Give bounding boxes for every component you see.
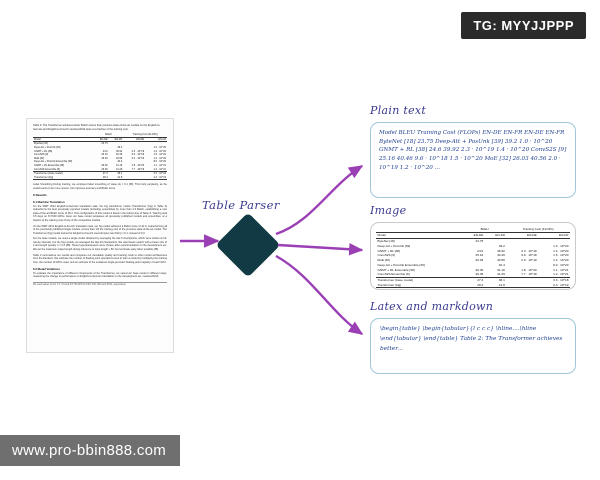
table-cell: 40.56: [115, 156, 123, 160]
table-cell: 25.16: [475, 253, 484, 258]
table-cell: Transformer (base model): [377, 278, 414, 283]
table-cell: 2.3 · 10^19: [538, 283, 570, 288]
table-cell: 27.3: [477, 278, 484, 283]
paper-label-smoothing-paragraph: Label Smoothing During training, we employed label smoothing of value εls = 0.1 [36]. This hurts perplexity, as the model learns to be more unsure, but improves accuracy and BLEU score.: [33, 183, 167, 190]
table-cell: MoE [32]: [377, 258, 390, 263]
table-cell: 2.3 · 10^19: [145, 176, 167, 180]
table-cell: 1.0 · 10^20: [153, 146, 166, 150]
table-cell: [123, 176, 145, 180]
table-cell: 40.4: [498, 262, 505, 267]
table-cell: 41.29: [109, 167, 124, 171]
table-cell: 7.7 · 10^19: [123, 167, 145, 171]
table-cell: [506, 283, 538, 288]
arrow-to-latex: [276, 256, 362, 334]
telegram-badge: TG: MYYJJPPP: [461, 12, 586, 39]
table-cell: 8.0 · 10^20: [153, 160, 166, 164]
table-cell: Deep-Att + PosUnk [39]: [377, 243, 411, 248]
paper-subsection-machine-translation: 6.1 Machine Translation: [33, 199, 65, 204]
table-cell: 40.4: [117, 160, 123, 164]
table-column-header: EN-DE: [94, 137, 109, 142]
table-cell: 2.0 · 10^19: [521, 258, 537, 263]
table-cell: 38.1: [117, 172, 123, 176]
table-cell: 1.2 · 10^21: [145, 167, 167, 171]
table-cell: 26.36: [463, 272, 485, 277]
table-row: [33, 176, 167, 180]
table-cell: 9.6 · 10^18: [131, 153, 145, 157]
table-cell: 26.03: [101, 156, 108, 160]
table-cell: ByteNet [18]: [33, 142, 94, 146]
output-image-table: [376, 227, 570, 288]
table-cell: 23.75: [94, 142, 109, 146]
table-cell: Deep-Att + PosUnk Ensemble [39]: [377, 262, 425, 267]
table-cell: ConvS2S Ensemble [9]: [376, 272, 463, 277]
paper-paragraph-4: Table 2 summarizes our results and compares our translation quality and training costs to other model architectures from the literature. We estimate the number of floating point operations used to train a model by multiplying the training time, the number of GPUs used, and an estimate of the sustained single-precision floating-point capacity of each GPU.: [33, 253, 167, 264]
table-cell: 8.0 · 10^20: [553, 262, 569, 267]
table-cell: 26.30: [475, 267, 484, 272]
table-cell: 23.75: [463, 238, 485, 243]
table-cell: 1.8 · 10^20: [521, 267, 537, 272]
table-cell: 41.8: [485, 283, 507, 288]
table-cell: 3.3 · 10^18: [153, 172, 166, 176]
paper-results-heading: 6 Results: [33, 193, 47, 198]
arrow-to-image: [278, 245, 362, 250]
table-cell: 26.30: [101, 164, 108, 168]
table-group-header: BLEU: [480, 227, 489, 232]
table-cell: 27.3: [102, 172, 108, 176]
table-cell: 1.2 · 10^20: [553, 258, 569, 263]
table-cell: 39.2: [117, 146, 123, 150]
table-cell: 41.8: [109, 176, 124, 180]
parser-label: Table Parser: [202, 198, 280, 212]
table-cell: Deep-Att + PosUnk Ensemble [39]: [34, 160, 73, 164]
table-cell: Transformer (big): [33, 176, 94, 180]
table-cell: ConvS2S [9]: [377, 253, 395, 258]
table-cell: GNMT + RL [38]: [34, 149, 53, 153]
table-cell: 1.5 · 10^20: [553, 253, 569, 258]
paper-paragraph-2: On the WMT 2014 English-to-French translation task, our big model achieves a BLEU score of 41.0, outperforming all of the previously published single models, at less than 1/4 the training cost of the previous state-of-the-art model. The Transformer (big) model trained for English-to-French used dropout rate Pdrop = 0.1, instead of 0.3.: [33, 224, 167, 235]
output-title-latex-markdown: Latex and markdown: [370, 300, 494, 313]
table-cell: 25.16: [101, 153, 108, 157]
output-title-plain-text: Plain text: [370, 104, 427, 117]
source-paper-thumbnail: [26, 118, 174, 353]
table-cell: 39.92: [115, 149, 123, 153]
table-column-header: Model: [33, 137, 94, 142]
table-cell: GNMT + RL Ensemble [38]: [377, 267, 415, 272]
table-cell: 39.2: [498, 243, 505, 248]
paper-paragraph-1: On the WMT 2014 English-to-German translation task, the big transformer model (Transformer (big) in Table 3) outperforms the best previously reported models (including ensembles) by more than 2.0 BLEU, establishing a new state-of-the-art BLEU score of 28.4. This configuration of this model is listed in the bottom line of Table 3. Training took 3.5 days on 8 P100 GPUs. Even our base model surpasses all previously published models and ensembles, at a fraction of the training cost of any of the competitive models.: [33, 204, 167, 222]
table-cell: 1.8 · 10^20: [131, 164, 145, 168]
table-column-header: EN-DE: [463, 232, 485, 238]
table-row: [376, 283, 570, 288]
table-cell: 1.2 · 10^20: [153, 156, 166, 160]
table-parser-node[interactable]: [215, 212, 280, 277]
table-cell: GNMT + RL [38]: [377, 248, 400, 253]
table-cell: 41.16: [115, 164, 123, 168]
paper-table-caption: Table 3: The Transformer achieves better BLEU scores than previous state-of-the-art models on the English-to-German and English-to-French newstest2014 tests at a fraction of the training cost.: [33, 124, 161, 131]
paper-subsection-model-variations: 6.2 Model Variations: [33, 266, 60, 271]
paper-results-table: [33, 133, 167, 180]
table-cell: GNMT + RL Ensemble [38]: [34, 164, 64, 168]
table-column-header: EN-FR: [109, 137, 124, 142]
table-cell: 7.7 · 10^19: [506, 272, 538, 277]
table-cell: 1.4 · 10^20: [153, 149, 166, 153]
latex-content: \begin{table} \begin{tabular}{l c c c} \hline....\hline \end{tabular} \end{table} Table 2: The Transformer achieves better...: [380, 326, 563, 352]
table-column-header: EN-DE: [506, 232, 538, 238]
table-cell: 9.6 · 10^18: [521, 253, 537, 258]
table-cell: Transformer (big): [376, 283, 463, 288]
table-group-header: Training Cost (FLOPs): [522, 227, 554, 232]
table-cell: Deep-Att + PosUnk [39]: [34, 146, 61, 150]
table-cell: 1.2 · 10^21: [538, 272, 570, 277]
table-cell: ConvS2S Ensemble [9]: [33, 167, 94, 171]
table-column-header: EN-FR: [485, 232, 507, 238]
table-cell: 24.6: [102, 149, 108, 153]
table-cell: 40.56: [497, 258, 505, 263]
table-cell: 1.4 · 10^20: [553, 248, 569, 253]
table-cell: 38.1: [498, 278, 505, 283]
output-card-latex: [370, 318, 576, 374]
table-cell: ByteNet [18]: [376, 238, 463, 243]
table-cell: 24.6: [477, 248, 484, 253]
output-title-image: Image: [370, 204, 407, 217]
table-cell: 1.0 · 10^20: [553, 243, 569, 248]
table-cell: Transformer (base model): [34, 172, 63, 176]
table-cell: MoE [32]: [34, 156, 45, 160]
table-column-header: EN-DE: [123, 137, 145, 142]
arrow-to-plain-text: [276, 166, 362, 234]
output-card-plain-text: [370, 122, 576, 198]
table-cell: 26.36: [94, 167, 109, 171]
plain-text-content: Model BLEU Training Cost (FLOPs) EN-DE EN-FR EN-DE EN-FR ByteNet [18] 23.75 Deep-Att + PosUnk [39] 39.2 1.0 · 10^20 GNMT + RL [38] 24.6 39.92 2.3 · 10^19 1.4 · 10^20 ConvS2S [9] 25.16 40.46 9.6 · 10^18 1.5 · 10^20 MoE [32] 26.03 40.56 2.0 · 10^19 1.2 · 10^20 ...: [379, 130, 567, 171]
paper-paragraph-5: To evaluate the importance of different components of the Transformer, we varied our base model in different ways, measuring the change in performance on English-to-German translation on the development set, newstest2013.: [33, 271, 167, 279]
table-cell: 26.03: [475, 258, 484, 263]
table-cell: 2.0 · 10^19: [131, 156, 145, 160]
paper-paragraph-3: For the base models, we used a single model obtained by averaging the last 5 checkpoints, which were written at 10-minute intervals. For the big models, we averaged the last 20 checkpoints. We used beam search with a beam size of 4 and length penalty α = 0.6 [38]. These hyperparameters were chosen after experimentation on the development set. We set the maximum output length during inference to input length + 50, but terminate early when possible [38].: [33, 237, 167, 251]
table-cell: 1.5 · 10^20: [153, 153, 166, 157]
table-cell: 2.3 · 10^19: [131, 149, 145, 153]
table-cell: 2.3 · 10^19: [521, 248, 537, 253]
table-column-header: EN-FR: [145, 137, 167, 142]
table-cell: 41.29: [485, 272, 507, 277]
output-card-image: [370, 222, 576, 290]
table-cell: 28.4: [94, 176, 109, 180]
table-cell: 40.46: [115, 153, 123, 157]
table-column-header: EN-FR: [538, 232, 570, 238]
paper-footnote: We used values of 2.8, 3.7, 6.0 and 9.5 TFLOPS for K80, K40, M40 and P100, respectively.: [33, 282, 167, 287]
table-cell: 3.3 · 10^18: [553, 278, 569, 283]
table-cell: ConvS2S [9]: [34, 153, 49, 157]
table-group-header: Training Cost (FLOPs): [132, 133, 158, 137]
table-cell: 1.1 · 10^21: [153, 164, 166, 168]
site-watermark: www.pro-bbin888.com: [0, 435, 180, 466]
table-cell: 40.46: [497, 253, 505, 258]
table-cell: 28.4: [463, 283, 485, 288]
table-cell: 41.16: [497, 267, 505, 272]
table-cell: 1.1 · 10^21: [553, 267, 569, 272]
table-group-header: BLEU: [105, 133, 112, 137]
table-cell: 39.92: [497, 248, 505, 253]
table-column-header: Model: [376, 232, 463, 238]
